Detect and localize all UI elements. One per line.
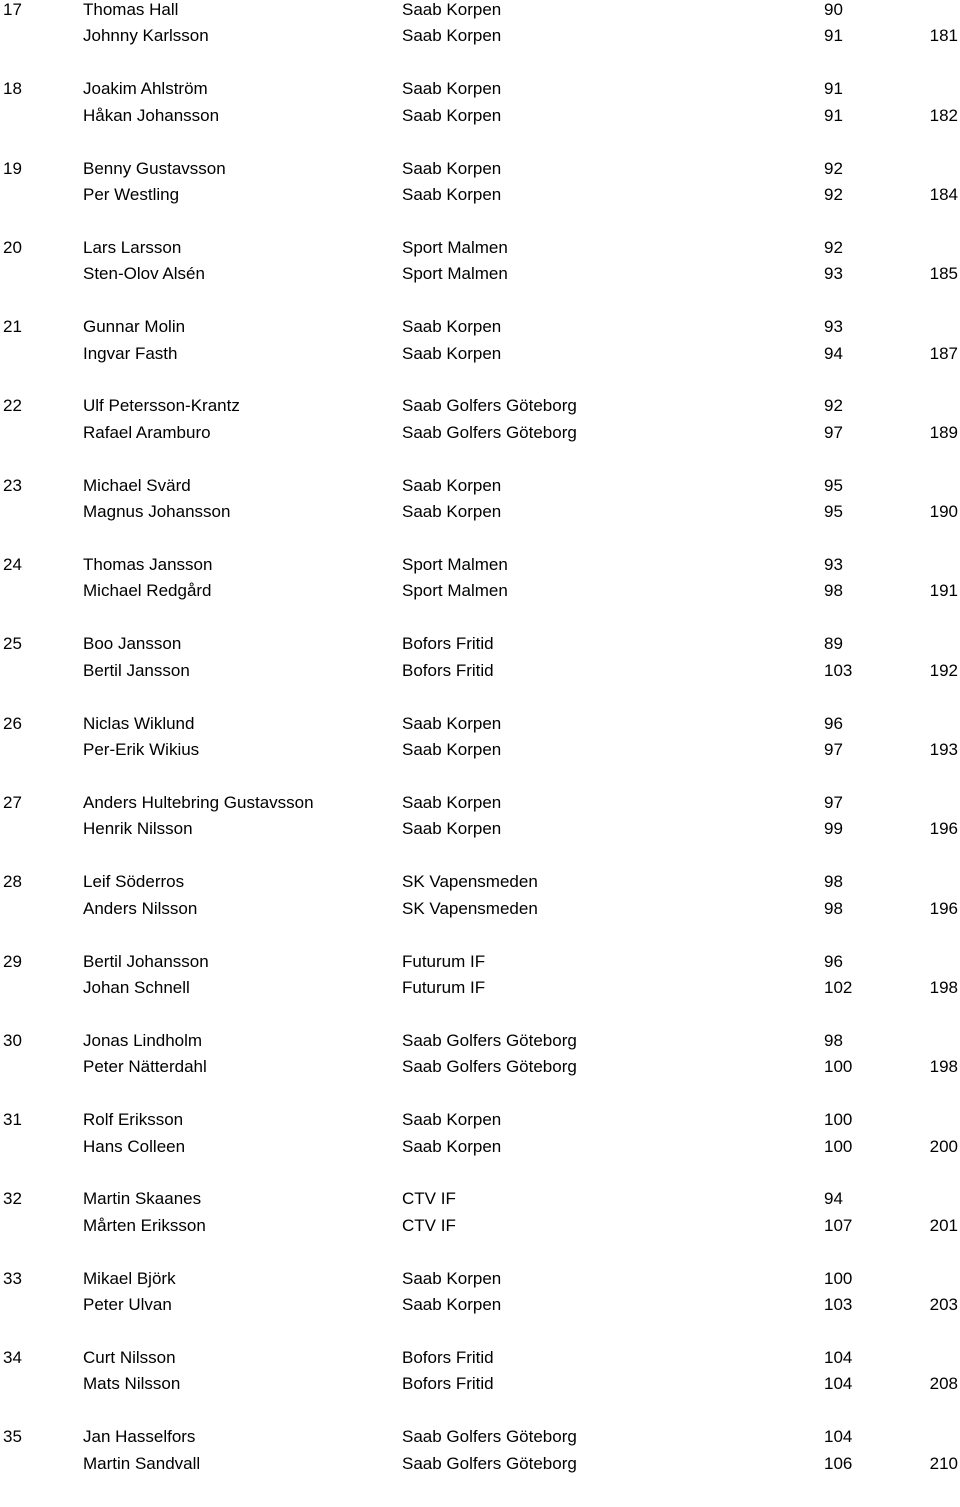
club-name: Saab Korpen (402, 475, 502, 495)
player-name: Michael Svärd (83, 475, 191, 495)
player-row (0, 555, 960, 581)
result-pair (0, 159, 960, 238)
position: 32 (3, 1189, 22, 1209)
player-name: Per Westling (83, 184, 180, 204)
club-name: Saab Korpen (402, 1295, 502, 1315)
round-score: 103 (824, 660, 853, 680)
player-row (0, 1427, 960, 1453)
round-score: 100 (824, 1057, 853, 1077)
round-score: 100 (824, 1268, 853, 1288)
player-name: Ingvar Fasth (83, 343, 178, 363)
club-name: Saab Korpen (402, 502, 502, 522)
player-row (0, 952, 960, 978)
player-name: Bertil Jansson (83, 660, 190, 680)
player-row (0, 1137, 960, 1163)
player-name: Thomas Jansson (83, 555, 213, 575)
round-score: 104 (824, 1374, 853, 1394)
player-name: Per-Erik Wikius (83, 740, 200, 760)
club-name: Sport Malmen (402, 581, 508, 601)
result-pair (0, 396, 960, 475)
position: 35 (3, 1427, 22, 1447)
player-row (0, 1269, 960, 1295)
player-name: Mårten Eriksson (83, 1215, 206, 1235)
club-name: Sport Malmen (402, 237, 508, 257)
player-row (0, 1110, 960, 1136)
result-pair (0, 793, 960, 872)
player-name: Magnus Johansson (83, 502, 231, 522)
club-name: Saab Golfers Göteborg (402, 396, 577, 416)
player-name: Peter Ulvan (83, 1295, 172, 1315)
club-name: Saab Korpen (402, 317, 502, 337)
round-score: 91 (824, 105, 843, 125)
player-row (0, 978, 960, 1004)
player-name: Boo Jansson (83, 634, 182, 654)
total-score: 187 (929, 343, 958, 363)
club-name: Bofors Fritid (402, 1348, 494, 1368)
result-pair (0, 872, 960, 951)
round-score: 89 (824, 634, 843, 654)
club-name: Bofors Fritid (402, 660, 494, 680)
total-score: 210 (929, 1453, 958, 1473)
round-score: 92 (824, 158, 843, 178)
round-score: 93 (824, 317, 843, 337)
player-name: Lars Larsson (83, 237, 182, 257)
player-name: Joakim Ahlström (83, 79, 208, 99)
result-pair (0, 1189, 960, 1268)
club-name: SK Vapensmeden (402, 872, 538, 892)
player-row (0, 1454, 960, 1480)
result-pair (0, 1269, 960, 1348)
player-row (0, 899, 960, 925)
player-name: Martin Sandvall (83, 1453, 201, 1473)
result-pair (0, 79, 960, 158)
player-row (0, 1374, 960, 1400)
player-name: Mats Nilsson (83, 1374, 181, 1394)
club-name: Saab Korpen (402, 343, 502, 363)
player-row (0, 26, 960, 52)
position: 34 (3, 1348, 22, 1368)
round-score: 94 (824, 1189, 843, 1209)
result-pair (0, 634, 960, 713)
player-row (0, 185, 960, 211)
position: 28 (3, 872, 22, 892)
player-name: Rafael Aramburo (83, 422, 211, 442)
player-row (0, 819, 960, 845)
round-score: 97 (824, 792, 843, 812)
club-name: Futurum IF (402, 951, 486, 971)
round-score: 97 (824, 740, 843, 760)
club-name: Saab Golfers Göteborg (402, 1453, 577, 1473)
round-score: 106 (824, 1453, 853, 1473)
round-score: 94 (824, 343, 843, 363)
total-score: 189 (929, 422, 958, 442)
club-name: Saab Korpen (402, 184, 502, 204)
round-score: 96 (824, 951, 843, 971)
club-name: Futurum IF (402, 977, 486, 997)
total-score: 193 (929, 740, 958, 760)
result-pair (0, 238, 960, 317)
result-pair (0, 952, 960, 1031)
round-score: 107 (824, 1215, 853, 1235)
club-name: Saab Korpen (402, 740, 502, 760)
player-name: Curt Nilsson (83, 1348, 176, 1368)
total-score: 185 (929, 264, 958, 284)
round-score: 95 (824, 475, 843, 495)
club-name: Saab Korpen (402, 79, 502, 99)
player-row (0, 396, 960, 422)
result-pair (0, 317, 960, 396)
round-score: 104 (824, 1348, 853, 1368)
result-pair (0, 1110, 960, 1189)
player-name: Michael Redgård (83, 581, 212, 601)
round-score: 98 (824, 581, 843, 601)
total-score: 181 (929, 26, 958, 46)
club-name: SK Vapensmeden (402, 898, 538, 918)
position: 22 (3, 396, 22, 416)
club-name: Saab Golfers Göteborg (402, 1030, 577, 1050)
player-name: Anders Nilsson (83, 898, 198, 918)
total-score: 190 (929, 502, 958, 522)
position: 27 (3, 792, 22, 812)
position: 21 (3, 317, 22, 337)
player-row (0, 1348, 960, 1374)
player-row (0, 0, 960, 26)
club-name: Saab Korpen (402, 792, 502, 812)
player-row (0, 159, 960, 185)
player-row (0, 1189, 960, 1215)
club-name: Saab Golfers Göteborg (402, 1427, 577, 1447)
total-score: 184 (929, 184, 958, 204)
player-row (0, 740, 960, 766)
player-row (0, 1295, 960, 1321)
player-row (0, 793, 960, 819)
player-name: Håkan Johansson (83, 105, 220, 125)
position: 20 (3, 237, 22, 257)
player-row (0, 476, 960, 502)
player-name: Gunnar Molin (83, 317, 186, 337)
player-row (0, 264, 960, 290)
player-name: Johan Schnell (83, 977, 190, 997)
total-score: 191 (929, 581, 958, 601)
player-row (0, 106, 960, 132)
round-score: 91 (824, 79, 843, 99)
player-row (0, 714, 960, 740)
club-name: Saab Korpen (402, 713, 502, 733)
position: 23 (3, 475, 22, 495)
total-score: 203 (929, 1295, 958, 1315)
player-name: Hans Colleen (83, 1136, 186, 1156)
club-name: Saab Korpen (402, 1110, 502, 1130)
total-score: 198 (929, 977, 958, 997)
round-score: 103 (824, 1295, 853, 1315)
position: 17 (3, 0, 22, 19)
result-pair (0, 1348, 960, 1427)
total-score: 198 (929, 1057, 958, 1077)
round-score: 99 (824, 819, 843, 839)
result-pair (0, 1427, 960, 1506)
total-score: 196 (929, 819, 958, 839)
round-score: 96 (824, 713, 843, 733)
player-name: Jonas Lindholm (83, 1030, 203, 1050)
club-name: Bofors Fritid (402, 1374, 494, 1394)
player-row (0, 344, 960, 370)
round-score: 93 (824, 555, 843, 575)
club-name: Sport Malmen (402, 264, 508, 284)
round-score: 92 (824, 184, 843, 204)
result-pair (0, 714, 960, 793)
club-name: Saab Korpen (402, 819, 502, 839)
player-name: Bertil Johansson (83, 951, 209, 971)
player-name: Jan Hasselfors (83, 1427, 196, 1447)
player-row (0, 423, 960, 449)
round-score: 91 (824, 26, 843, 46)
round-score: 102 (824, 977, 853, 997)
club-name: Saab Golfers Göteborg (402, 422, 577, 442)
result-pair (0, 555, 960, 634)
total-score: 201 (929, 1215, 958, 1235)
player-name: Benny Gustavsson (83, 158, 226, 178)
player-name: Leif Söderros (83, 872, 185, 892)
player-row (0, 634, 960, 660)
result-pair (0, 0, 960, 79)
club-name: Saab Korpen (402, 158, 502, 178)
club-name: Saab Korpen (402, 0, 502, 19)
club-name: CTV IF (402, 1189, 456, 1209)
club-name: Saab Korpen (402, 105, 502, 125)
round-score: 95 (824, 502, 843, 522)
club-name: Sport Malmen (402, 555, 508, 575)
club-name: Saab Golfers Göteborg (402, 1057, 577, 1077)
player-row (0, 317, 960, 343)
player-name: Mikael Björk (83, 1268, 176, 1288)
player-row (0, 1216, 960, 1242)
position: 30 (3, 1030, 22, 1050)
position: 24 (3, 555, 22, 575)
player-name: Ulf Petersson-Krantz (83, 396, 240, 416)
player-row (0, 238, 960, 264)
position: 25 (3, 634, 22, 654)
result-pair (0, 1031, 960, 1110)
club-name: Bofors Fritid (402, 634, 494, 654)
player-row (0, 581, 960, 607)
round-score: 104 (824, 1427, 853, 1447)
player-name: Anders Hultebring Gustavsson (83, 792, 314, 812)
round-score: 100 (824, 1110, 853, 1130)
player-row (0, 661, 960, 687)
round-score: 90 (824, 0, 843, 19)
result-pair (0, 476, 960, 555)
round-score: 97 (824, 422, 843, 442)
round-score: 98 (824, 898, 843, 918)
total-score: 182 (929, 105, 958, 125)
player-name: Rolf Eriksson (83, 1110, 184, 1130)
position: 19 (3, 158, 22, 178)
club-name: Saab Korpen (402, 26, 502, 46)
round-score: 92 (824, 396, 843, 416)
position: 29 (3, 951, 22, 971)
position: 18 (3, 79, 22, 99)
round-score: 98 (824, 872, 843, 892)
player-name: Thomas Hall (83, 0, 179, 19)
round-score: 93 (824, 264, 843, 284)
player-row (0, 872, 960, 898)
club-name: Saab Korpen (402, 1136, 502, 1156)
position: 33 (3, 1268, 22, 1288)
total-score: 200 (929, 1136, 958, 1156)
player-name: Sten-Olov Alsén (83, 264, 205, 284)
player-name: Peter Nätterdahl (83, 1057, 207, 1077)
round-score: 100 (824, 1136, 853, 1156)
total-score: 196 (929, 898, 958, 918)
club-name: CTV IF (402, 1215, 456, 1235)
player-row (0, 502, 960, 528)
player-name: Martin Skaanes (83, 1189, 202, 1209)
player-name: Niclas Wiklund (83, 713, 195, 733)
player-row (0, 79, 960, 105)
round-score: 92 (824, 237, 843, 257)
player-row (0, 1057, 960, 1083)
player-name: Johnny Karlsson (83, 26, 209, 46)
round-score: 98 (824, 1030, 843, 1050)
position: 26 (3, 713, 22, 733)
position: 31 (3, 1110, 22, 1130)
total-score: 208 (929, 1374, 958, 1394)
player-row (0, 1031, 960, 1057)
total-score: 192 (929, 660, 958, 680)
player-name: Henrik Nilsson (83, 819, 193, 839)
club-name: Saab Korpen (402, 1268, 502, 1288)
